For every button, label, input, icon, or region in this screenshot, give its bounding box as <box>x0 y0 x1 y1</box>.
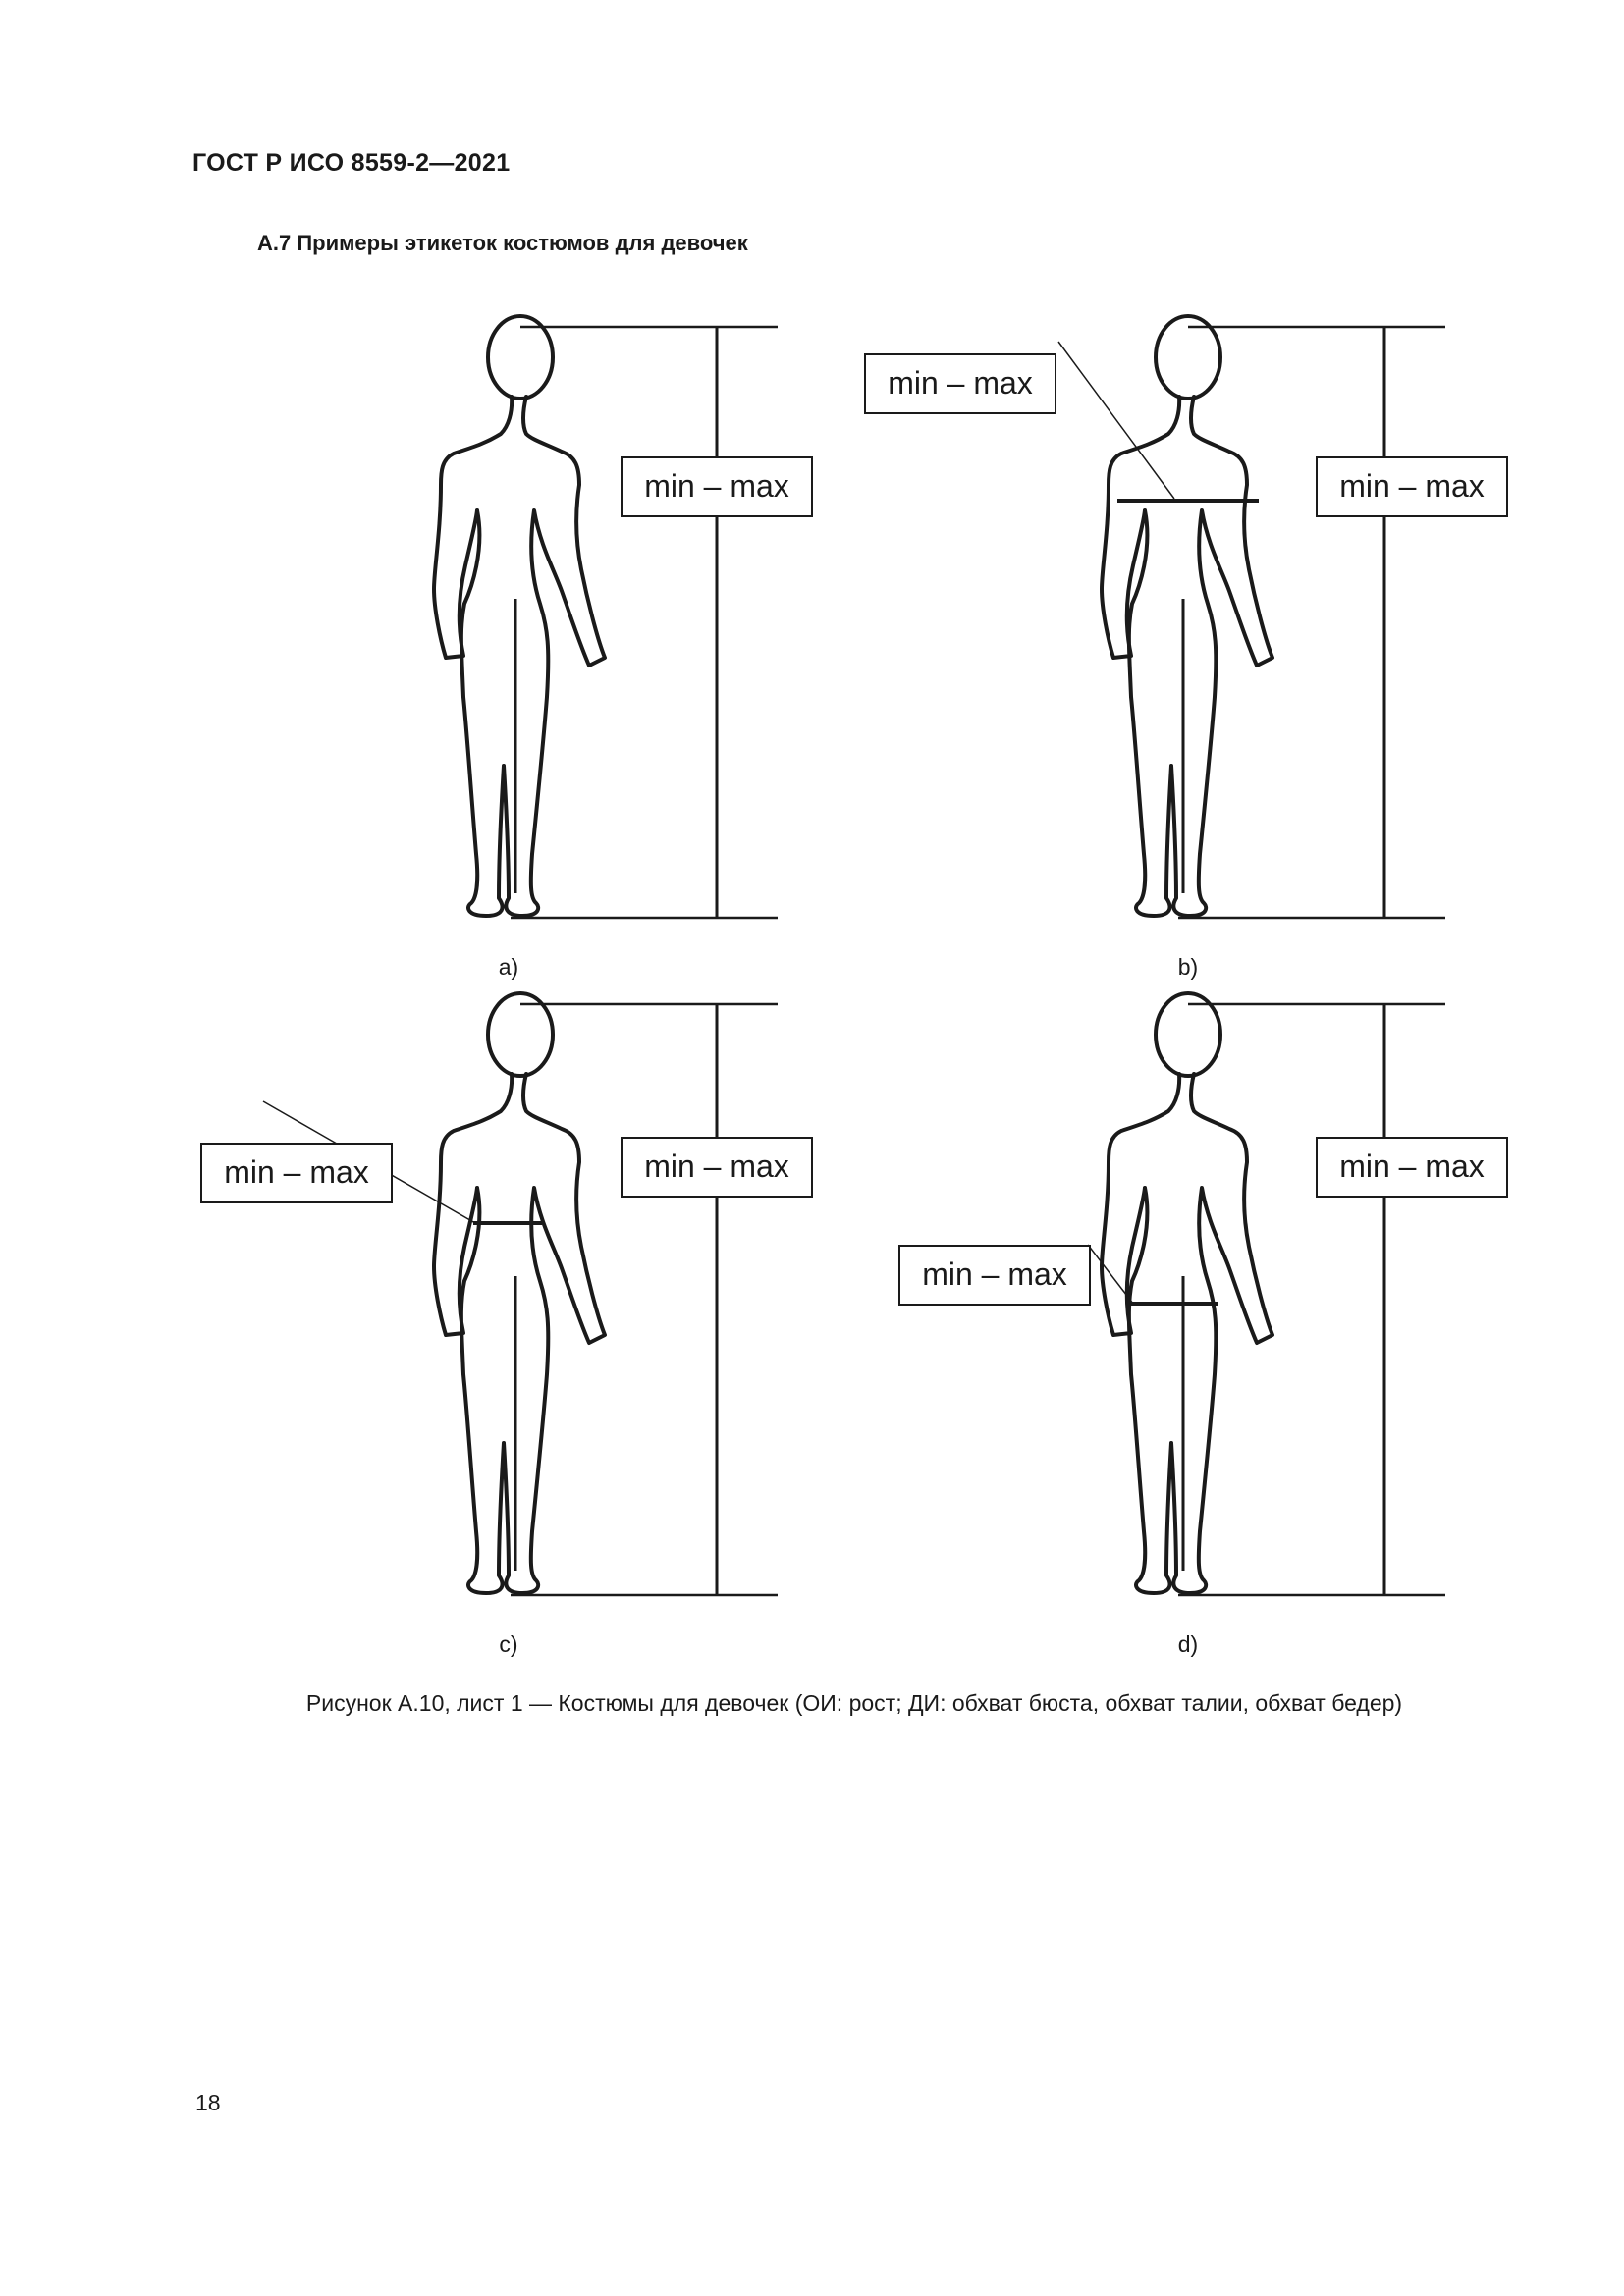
figure-panel-d <box>844 982 1551 1659</box>
height-label: min – max <box>621 1137 813 1198</box>
page-number: 18 <box>195 2090 221 2115</box>
height-label: min – max <box>1316 456 1508 517</box>
body-silhouette <box>1102 993 1272 1593</box>
height-label: min – max <box>621 456 813 517</box>
figure-panel-b <box>844 304 1551 982</box>
body-silhouette <box>434 316 605 916</box>
hips-line <box>1088 1245 1218 1304</box>
panel-letter: c) <box>499 1631 518 1657</box>
panel-letter: b) <box>1177 954 1199 980</box>
height-scale <box>511 1004 778 1595</box>
figure-panel-c <box>177 982 884 1659</box>
hips-girth-label: min – max <box>898 1245 1091 1306</box>
body-silhouette <box>1102 316 1272 916</box>
waist-girth-label: min – max <box>200 1143 393 1203</box>
document-header: ГОСТ Р ИСО 8559-2—2021 <box>192 149 511 177</box>
panel-letter: a) <box>498 954 519 980</box>
figure-panel-a <box>177 304 884 982</box>
bust-girth-label: min – max <box>864 353 1056 414</box>
height-label: min – max <box>1316 1137 1508 1198</box>
height-scale <box>1178 1004 1445 1595</box>
figure-caption: Рисунок А.10, лист 1 — Костюмы для девочек (ОИ: рост; ДИ: обхват бюста, обхват талии, обхват бедер) <box>305 1690 1403 1716</box>
panel-letter: d) <box>1177 1631 1199 1657</box>
height-scale <box>1178 327 1445 918</box>
section-title: А.7 Примеры этикеток костюмов для девочек <box>257 231 748 255</box>
bust-line <box>1058 342 1259 501</box>
height-scale <box>511 327 778 918</box>
body-silhouette <box>434 993 605 1593</box>
